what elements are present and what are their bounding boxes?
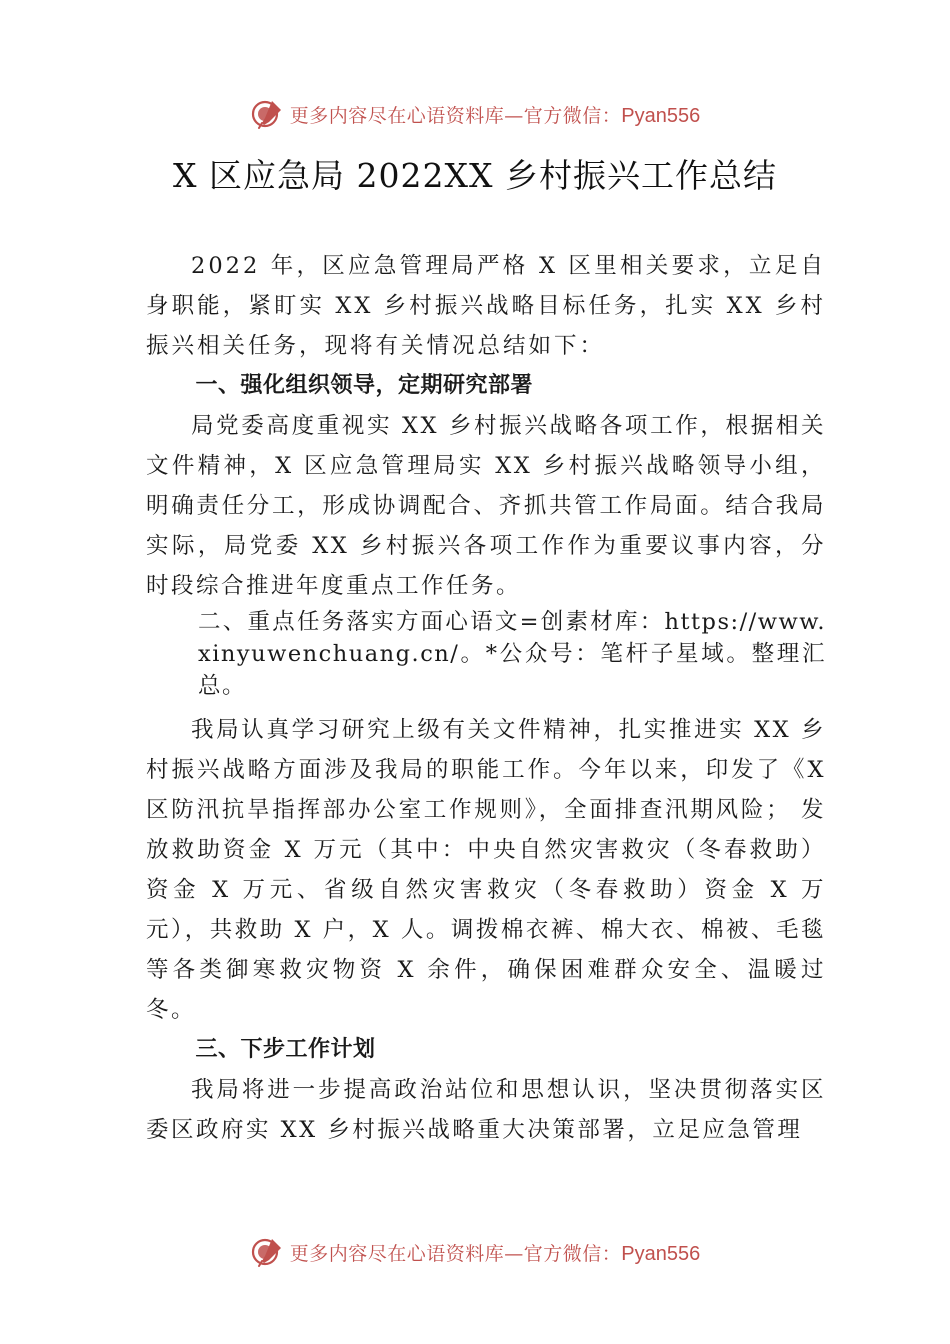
watermark-handle: Pyan556 [621, 1242, 701, 1265]
footer-watermark [0, 1232, 950, 1272]
section-2-heading: 二、重点任务落实方面心语文=创素材库：https://www.xinyuwenchuang.cn/。*公众号：笔杆子星域。整理汇总。 [198, 609, 826, 699]
intro-paragraph: 2022 年，区应急管理局严格 X 区里相关要求，立足自身职能，紧盯实 XX 乡村振兴战略目标任务，扎实 XX 乡村振兴相关任务，现将有关情况总结如下： [146, 253, 826, 359]
section-1-paragraph: 局党委高度重视实 XX 乡村振兴战略各项工作，根据相关文件精神，X 区应急管理局实 XX 乡村振兴战略领导小组， 明确责任分工，形成协调配合、齐抓共管工作局面。结合我局实际，局党委 XX 乡村振兴各项工作作为重要议事内容，分时段综合推进年度重点工作任务。 [146, 413, 826, 599]
seal-brush-logo-icon [250, 97, 284, 131]
section-2-paragraph: 我局认真学习研究上级有关文件精神，扎实推进实 XX 乡村振兴战略方面涉及我局的职能工作。今年以来，印发了《X 区防汛抗旱指挥部办公室工作规则》，全面排查汛期风险； 发放救助资金 X 万元（其中：中央自然灾害救灾（冬春救助）资金 X 万元、省级自然灾害救灾（冬春救助）资金 X 万元），共救助 X 户，X 人。调拨棉衣裤、棉大衣、棉被、毛毯等各类御寒救灾物资 X 余件，确保困难群众安全、温暖过冬。 [146, 717, 826, 1023]
section-1-heading: 一、强化组织领导，定期研究部署 [195, 373, 534, 398]
watermark-text [290, 101, 700, 128]
watermark-prefix: 更多内容尽在心语资料库—官方微信： [289, 1242, 622, 1265]
section-3-paragraph: 我局将进一步提高政治站位和思想认识，坚决贯彻落实区委区政府实 XX 乡村振兴战略重大决策部署，立足应急管理 [146, 1077, 826, 1143]
seal-brush-logo-icon [250, 1235, 284, 1269]
watermark-handle: Pyan556 [621, 104, 701, 127]
section-3-heading: 三、下步工作计划 [195, 1037, 376, 1062]
watermark-text [290, 1239, 700, 1266]
document-title: X 区应急局 2022XX 乡村振兴工作总结 [173, 156, 777, 195]
watermark-prefix: 更多内容尽在心语资料库—官方微信： [289, 104, 622, 127]
header-watermark [0, 94, 950, 134]
document-body [146, 246, 826, 1150]
